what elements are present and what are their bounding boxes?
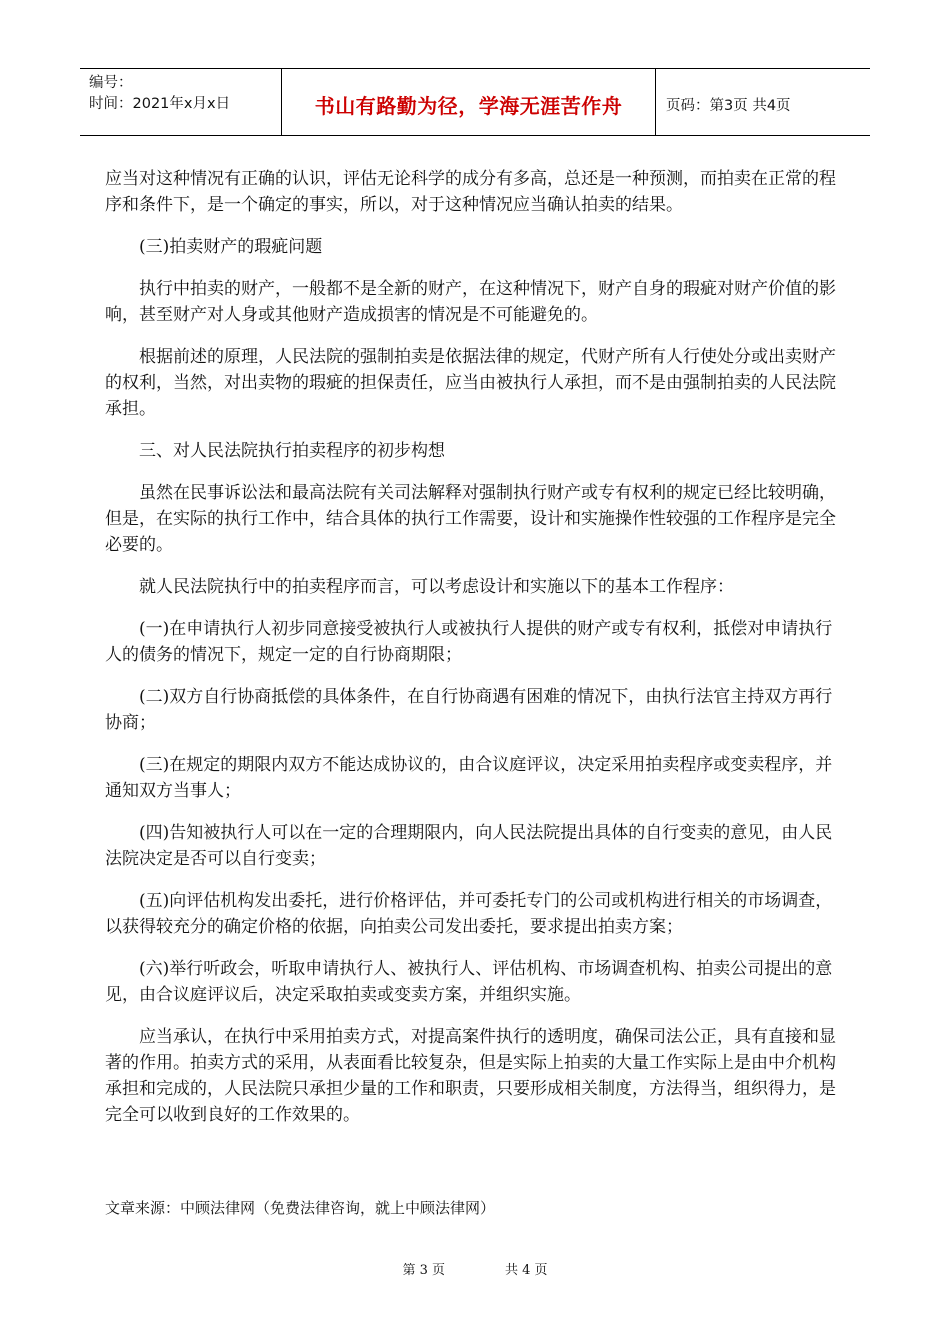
paragraph: 执行中拍卖的财产，一般都不是全新的财产，在这种情况下，财产自身的瑕疵对财产价值的影响，甚至财产对人身或其他财产造成损害的情况是不可能避免的。 <box>105 279 836 325</box>
procedure-step-5: (五)向评估机构发出委托，进行价格评估，并可委托专门的公司或机构进行相关的市场调查，以获得较充分的确定价格的依据，向拍卖公司发出委托，要求提出拍卖方案； <box>105 891 833 937</box>
header-motto: 书山有路勤为径，学海无涯苦作舟 <box>282 69 656 135</box>
procedure-step-1: (一)在申请执行人初步同意接受被执行人或被执行人提供的财产或专有权利，抵偿对申请执行人的债务的情况下，规定一定的自行协商期限； <box>105 619 833 665</box>
procedure-step-3: (三)在规定的期限内双方不能达成协议的，由合议庭评议，决定采用拍卖程序或变卖程序，并通知双方当事人； <box>105 755 833 801</box>
header-table <box>80 68 870 136</box>
document-body <box>105 166 841 1144</box>
paragraph: 虽然在民事诉讼法和最高法院有关司法解释对强制执行财产或专有权利的规定已经比较明确，但是，在实际的执行工作中，结合具体的执行工作需要，设计和实施操作性较强的工作程序是完全必要的。 <box>105 483 836 555</box>
header-meta <box>80 69 282 135</box>
time-label: 时间：2021年x月x日 <box>89 96 231 112</box>
paragraph-continuation: 应当对这种情况有正确的认识，评估无论科学的成分有多高，总还是一种预测，而拍卖在正常的程序和条件下，是一个确定的事实，所以，对于这种情况应当确认拍卖的结果。 <box>105 169 836 215</box>
header-page-code: 页码：第3页 共4页 <box>666 97 791 114</box>
procedure-step-2: (二)双方自行协商抵偿的具体条件，在自行协商遇有困难的情况下，由执行法官主持双方再行协商； <box>105 687 833 733</box>
procedure-step-6: (六)举行听政会，听取申请执行人、被执行人、评估机构、市场调查机构、拍卖公司提出的意见，由合议庭评议后，决定采取拍卖或变卖方案，并组织实施。 <box>105 959 833 1005</box>
footer-total-pages: 共 4 页 <box>505 1263 548 1278</box>
section-heading-procedure: 三、对人民法院执行拍卖程序的初步构想 <box>139 441 445 461</box>
paragraph-conclusion: 应当承认，在执行中采用拍卖方式，对提高案件执行的透明度，确保司法公正，具有直接和显著的作用。拍卖方式的采用，从表面看比较复杂，但是实际上拍卖的大量工作实际上是由中介机构承担和完成的，人民法院只承担少量的工作和职责，只要形成相关制度，方法得当，组织得力，是完全可以收到良好的工作效果的。 <box>105 1027 836 1125</box>
paragraph: 根据前述的原理，人民法院的强制拍卖是依据法律的规定，代财产所有人行使处分或出卖财产的权利，当然，对出卖物的瑕疵的担保责任，应当由被执行人承担，而不是由强制拍卖的人民法院承担。 <box>105 347 836 419</box>
section-heading-defects: (三)拍卖财产的瑕疵问题 <box>139 237 323 257</box>
number-label: 编号： <box>89 75 133 91</box>
footer-page-number: 第 3 页 <box>402 1263 445 1278</box>
page-footer <box>0 1262 950 1280</box>
procedure-step-4: (四)告知被执行人可以在一定的合理期限内，向人民法院提出具体的自行变卖的意见，由人民法院决定是否可以自行变卖； <box>105 823 833 869</box>
article-source: 文章来源：中顾法律网（免费法律咨询，就上中顾法律网） <box>105 1199 496 1217</box>
paragraph: 就人民法院执行中的拍卖程序而言，可以考虑设计和实施以下的基本工作程序： <box>139 577 734 597</box>
